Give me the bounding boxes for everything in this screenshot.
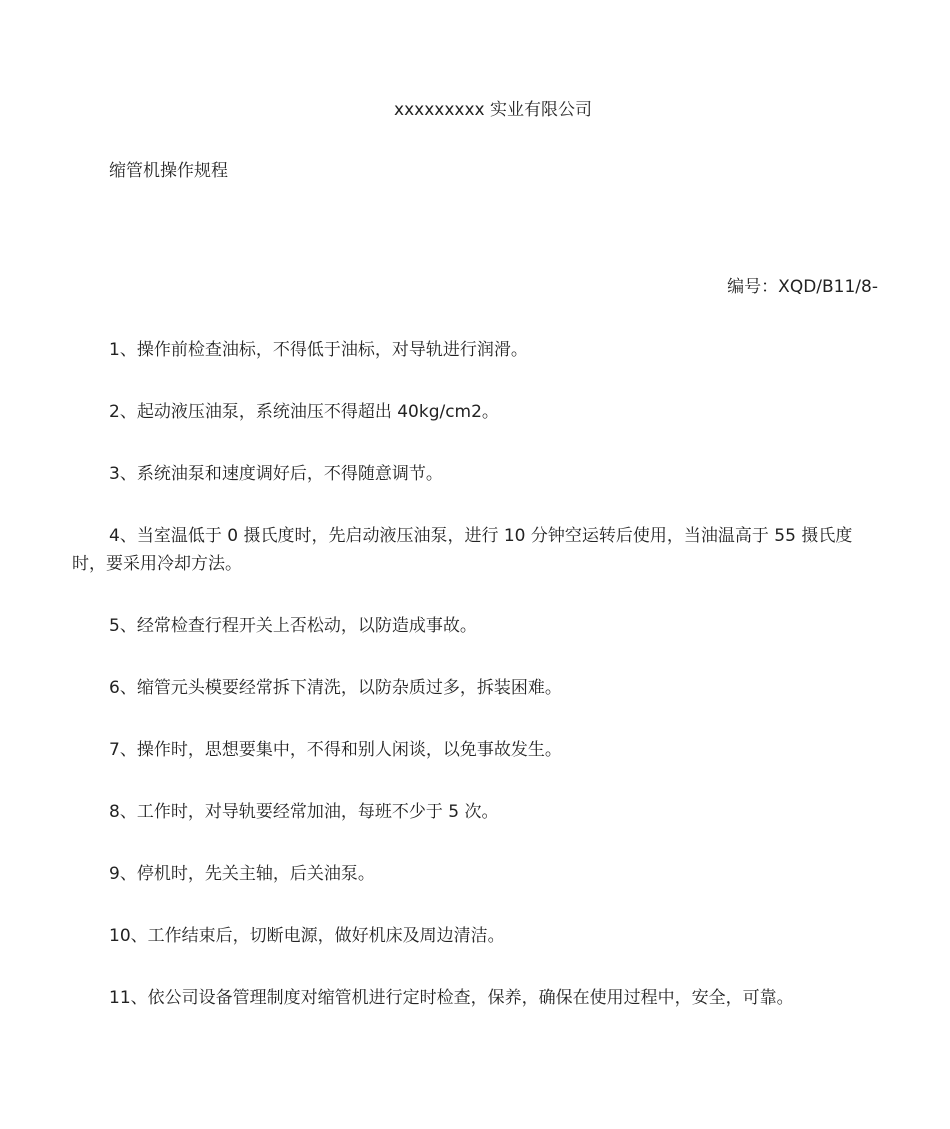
document-number: 编号：XQD/B11/8-: [727, 277, 878, 297]
rule-item-9: 9、停机时，先关主轴，后关油泵。: [109, 864, 375, 884]
rule-item-8: 8、工作时，对导轨要经常加油，每班不少于 5 次。: [109, 802, 499, 822]
document-title: 缩管机操作规程: [109, 161, 228, 181]
rule-item-1: 1、操作前检查油标，不得低于油标，对导轨进行润滑。: [109, 340, 528, 360]
document-page: [72, 0, 878, 1129]
company-name: xxxxxxxxx 实业有限公司: [394, 100, 592, 120]
rule-item-4: 4、当室温低于 0 摄氏度时，先启动液压油泵，进行 10 分钟空运转后使用，当油温高于 55 摄氏度时，要采用冷却方法。: [72, 526, 853, 574]
rule-item-11: 11、依公司设备管理制度对缩管机进行定时检查，保养，确保在使用过程中，安全，可靠。: [109, 988, 794, 1008]
rule-item-2: 2、起动液压油泵，系统油压不得超出 40kg/cm2。: [109, 402, 499, 422]
rule-item-6: 6、缩管元头模要经常拆下清洗，以防杂质过多，拆装困难。: [109, 678, 562, 698]
rules-list: [72, 336, 878, 1046]
rule-item-5: 5、经常检查行程开关上否松动，以防造成事故。: [109, 616, 477, 636]
rule-item-3: 3、系统油泵和速度调好后，不得随意调节。: [109, 464, 443, 484]
rule-item-7: 7、操作时，思想要集中，不得和别人闲谈，以免事故发生。: [109, 740, 562, 760]
rule-item-10: 10、工作结束后，切断电源，做好机床及周边清洁。: [109, 926, 505, 946]
